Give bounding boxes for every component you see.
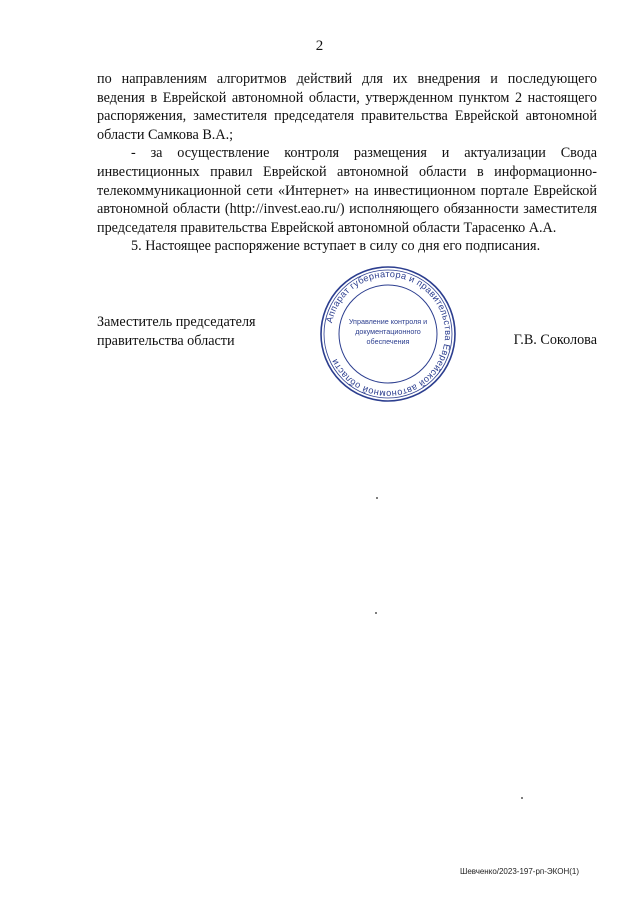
- signatory-title-line1: Заместитель председателя: [97, 314, 256, 330]
- signatory-title: [97, 313, 256, 350]
- signatory-name: Г.В. Соколова: [513, 332, 597, 348]
- paragraph-control-item: - за осуществление контроля размещения и актуализации Свода инвестиционных правил Еврейской автономной области в информационно-телекоммуникационной сети «Интернет» на инвестиционном портале Еврейской автономной области (http://invest.eao.ru/) исполняющего обязанности заместителя председателя правительства Еврейской автономной области Тарасенко А.А.: [97, 145, 597, 236]
- stamp-center-line2: документационного: [355, 327, 421, 336]
- scan-speck: [376, 497, 378, 499]
- official-seal-stamp: [318, 264, 458, 404]
- document-body: [97, 70, 597, 256]
- paragraph-effective-date: 5. Настоящее распоряжение вступает в силу со дня его подписания.: [131, 238, 541, 255]
- signatory-title-line2: правительства области: [97, 332, 235, 349]
- paragraph-continuation: по направлениям алгоритмов действий для их внедрения и последующего ведения в Еврейской автономной области, утвержденном пунктом 2 настоящего распоряжения, заместителя председателя правительства Еврейской автономной области Самкова В.А.;: [97, 71, 597, 143]
- page-number: 2: [315, 38, 324, 54]
- stamp-center-line3: обеспечения: [366, 337, 410, 346]
- stamp-ring-text: Аппарат губернатора и правительства Еврейской автономной области: [324, 268, 454, 400]
- scan-speck: [521, 797, 523, 799]
- scan-speck: [375, 612, 377, 614]
- document-footer-code: Шевченко/2023-197-рп-ЭКОН(1): [460, 867, 579, 876]
- stamp-center-line1: Управление контроля и: [348, 317, 428, 326]
